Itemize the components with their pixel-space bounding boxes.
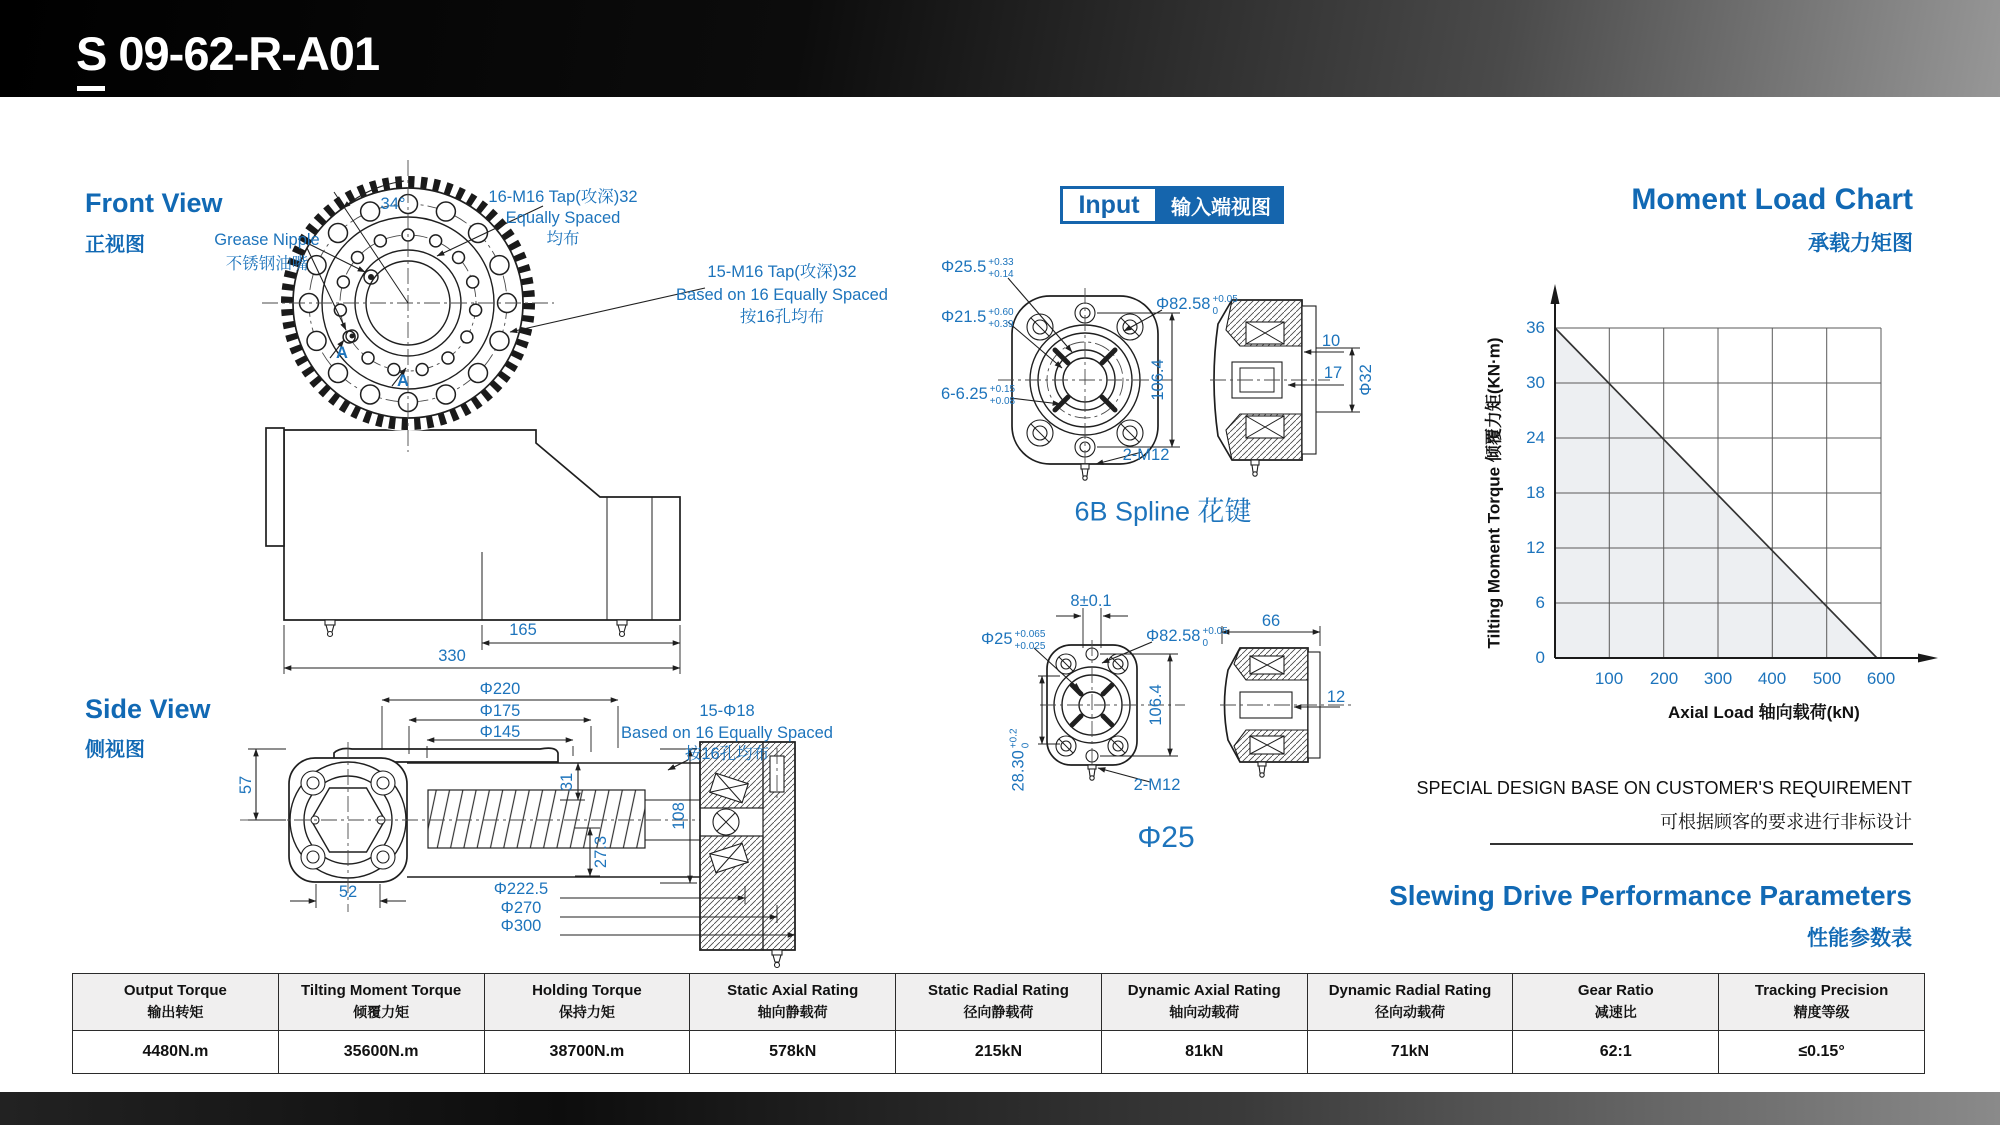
col-dynamic-radial-rating bbox=[1307, 974, 1513, 1031]
dim-8: 8±0.1 bbox=[1070, 591, 1112, 610]
col-label-cn: 轴向动载荷 bbox=[1169, 1004, 1240, 1020]
dim-d145: Φ145 bbox=[479, 722, 521, 741]
x-tick: 500 bbox=[1812, 669, 1842, 688]
dim-108: 108 bbox=[669, 802, 688, 830]
tap16-note-1: 16-M16 Tap(攻深)32 bbox=[488, 187, 638, 206]
value-dynamic-radial-rating: 71kN bbox=[1307, 1031, 1513, 1074]
y-tick: 0 bbox=[1535, 648, 1545, 667]
value-holding-torque: 38700N.m bbox=[484, 1031, 690, 1074]
grease-nipple-label-en: Grease Nipple bbox=[214, 230, 320, 249]
dim-d270: Φ270 bbox=[500, 898, 542, 917]
holes-note-2: Based on 16 Equally Spaced bbox=[621, 723, 833, 742]
col-static-axial-rating bbox=[690, 974, 896, 1031]
dim-d175: Φ175 bbox=[479, 701, 521, 720]
y-tick: 12 bbox=[1526, 538, 1545, 557]
tol-lower: 0 bbox=[1212, 305, 1219, 317]
tol-upper: +0.05 bbox=[1212, 294, 1238, 305]
col-label-en: Tilting Moment Torque bbox=[301, 982, 462, 999]
tap15-note-1: 15-M16 Tap(攻深)32 bbox=[707, 262, 857, 281]
col-label-en: Tracking Precision bbox=[1754, 982, 1889, 999]
section-mark-a2: A bbox=[397, 371, 409, 390]
y-tick: 36 bbox=[1526, 318, 1545, 337]
value-dynamic-axial-rating: 81kN bbox=[1101, 1031, 1307, 1074]
dim-main: Φ82.58 bbox=[1146, 627, 1201, 645]
dim-main: Φ25.5 bbox=[941, 258, 987, 276]
col-gear-ratio bbox=[1513, 974, 1719, 1031]
spline-section-view bbox=[1210, 300, 1330, 476]
dim-main: Φ21.5 bbox=[941, 308, 987, 326]
col-label-en: Holding Torque bbox=[532, 982, 642, 999]
tol-lower: 0 bbox=[1202, 637, 1209, 649]
section-mark-a1: A bbox=[336, 343, 348, 362]
chart-subtitle: 承载力矩图 bbox=[1808, 232, 1913, 255]
dim-2-m12-shaft: 2-M12 bbox=[1133, 775, 1181, 794]
input-badge-cn: 输入端视图 bbox=[1158, 186, 1284, 224]
value-static-radial-rating: 215kN bbox=[896, 1031, 1102, 1074]
y-tick: 6 bbox=[1535, 593, 1545, 612]
tap15-note-3: 按16孔均布 bbox=[739, 307, 825, 326]
chart-title: Moment Load Chart bbox=[1631, 183, 1913, 216]
dim-27-3: 27.3 bbox=[591, 835, 610, 869]
col-label-en: Output Torque bbox=[123, 982, 227, 999]
tol-lower: +0.14 bbox=[988, 268, 1014, 280]
col-label-en: Gear Ratio bbox=[1577, 982, 1654, 999]
col-output-torque bbox=[73, 974, 279, 1031]
dim-d32: Φ32 bbox=[1356, 364, 1375, 396]
spline-flange-view bbox=[998, 288, 1172, 480]
col-label-en: Static Radial Rating bbox=[928, 982, 1069, 999]
tol-lower: 0 bbox=[1020, 742, 1031, 749]
y-tick: 30 bbox=[1526, 373, 1545, 392]
dim-31: 31 bbox=[557, 772, 576, 792]
footer-bar bbox=[0, 1092, 2000, 1125]
table-value-row bbox=[73, 1031, 1925, 1074]
dim-106-4-shaft: 106.4 bbox=[1146, 684, 1165, 726]
col-label-cn: 径向动载荷 bbox=[1374, 1004, 1445, 1020]
slew-ring-section bbox=[700, 742, 795, 968]
y-axis-arrow bbox=[1551, 284, 1560, 304]
col-label-en: Static Axial Rating bbox=[727, 982, 859, 999]
tol-upper: +0.60 bbox=[988, 307, 1014, 318]
shaft-view-title: Φ25 bbox=[1137, 821, 1195, 854]
page-title: S 09-62-R-A01 bbox=[76, 27, 380, 80]
dim-52: 52 bbox=[338, 882, 358, 901]
col-label-cn: 倾覆力矩 bbox=[353, 1004, 410, 1020]
value-gear-ratio: 62:1 bbox=[1513, 1031, 1719, 1074]
col-tracking-precision bbox=[1719, 974, 1925, 1031]
dim-66: 66 bbox=[1261, 611, 1281, 630]
dim-main: 6-6.25 bbox=[941, 385, 988, 403]
tap16-note-2: Equally Spaced bbox=[505, 208, 621, 227]
tap15-note-2: Based on 16 Equally Spaced bbox=[676, 285, 888, 304]
x-tick: 100 bbox=[1594, 669, 1624, 688]
x-tick: 200 bbox=[1649, 669, 1679, 688]
table-header-row bbox=[73, 974, 1925, 1031]
dim-d220: Φ220 bbox=[479, 679, 521, 698]
y-tick: 24 bbox=[1526, 428, 1545, 447]
tol-upper: +0.15 bbox=[989, 384, 1016, 395]
col-static-radial-rating bbox=[896, 974, 1102, 1031]
col-label-cn: 输出转矩 bbox=[147, 1004, 204, 1020]
chart-y-axis-label: Tilting Moment Torque 倾覆力矩(KN·m) bbox=[1484, 337, 1504, 649]
dim-main: 28.30 bbox=[1009, 750, 1028, 792]
col-label-cn: 轴向静载荷 bbox=[757, 1004, 828, 1020]
col-dynamic-axial-rating bbox=[1101, 974, 1307, 1031]
dim-12: 12 bbox=[1326, 687, 1346, 706]
ring-grease-nipple bbox=[772, 950, 782, 968]
col-holding-torque bbox=[484, 974, 690, 1031]
holes-note-1: 15-Φ18 bbox=[699, 701, 755, 720]
dim-165: 165 bbox=[509, 620, 537, 639]
x-tick: 600 bbox=[1866, 669, 1896, 688]
grease-nipple-label-cn: 不锈钢油嘴 bbox=[225, 254, 309, 273]
x-tick: 300 bbox=[1703, 669, 1733, 688]
value-output-torque: 4480N.m bbox=[73, 1031, 279, 1074]
side-view-title: Side View bbox=[85, 694, 211, 724]
value-static-axial-rating: 578kN bbox=[690, 1031, 896, 1074]
value-tracking-precision: ≤0.15° bbox=[1719, 1031, 1925, 1074]
dim-10: 10 bbox=[1321, 331, 1341, 350]
side-view-subtitle: 侧视图 bbox=[85, 739, 145, 761]
chart-x-axis-label: Axial Load 轴向载荷(kN) bbox=[1668, 703, 1860, 722]
dim-57: 57 bbox=[236, 775, 255, 795]
angle-dim: 34° bbox=[380, 194, 406, 213]
input-view-badge bbox=[1060, 186, 1284, 224]
col-label-en: Dynamic Axial Rating bbox=[1127, 982, 1281, 999]
x-tick: 400 bbox=[1757, 669, 1787, 688]
dim-main: Φ82.58 bbox=[1156, 295, 1211, 313]
moment-load-chart bbox=[1450, 270, 1960, 700]
tol-upper: +0.33 bbox=[988, 257, 1014, 268]
front-view-title: Front View bbox=[85, 188, 223, 218]
tol-lower: +0.025 bbox=[1014, 640, 1046, 652]
front-view-subtitle: 正视图 bbox=[85, 234, 145, 256]
shaft-section-view bbox=[1220, 648, 1352, 777]
col-label-cn: 精度等级 bbox=[1793, 1004, 1850, 1020]
tol-lower: +0.39 bbox=[988, 318, 1014, 330]
gear bbox=[262, 160, 554, 452]
holes-note-3: 按16孔均布 bbox=[684, 744, 770, 763]
spline-view-title: 6B Spline 花键 bbox=[1074, 496, 1252, 527]
value-tilting-moment-torque: 35600N.m bbox=[278, 1031, 484, 1074]
performance-title: Slewing Drive Performance Parameters bbox=[1389, 880, 1912, 911]
tol-upper: +0.2 bbox=[1008, 728, 1020, 749]
side-view-drawing bbox=[190, 575, 810, 975]
tap16-note-3: 均布 bbox=[546, 229, 580, 248]
dim-2-m12-spline: 2-M12 bbox=[1122, 445, 1170, 464]
title-underline bbox=[77, 86, 105, 91]
dim-17: 17 bbox=[1323, 363, 1343, 382]
tol-upper: +0.05 bbox=[1202, 626, 1228, 637]
special-design-note-cn: 可根据顾客的要求进行非标设计 bbox=[1660, 812, 1912, 832]
col-label-cn: 径向静载荷 bbox=[963, 1004, 1034, 1020]
performance-table bbox=[72, 973, 1925, 1074]
shaft-flange-view bbox=[1040, 640, 1185, 780]
dim-d222-5: Φ222.5 bbox=[493, 879, 549, 898]
dim-main: Φ25 bbox=[981, 630, 1013, 648]
note-divider bbox=[1490, 843, 1913, 845]
header-bar bbox=[0, 0, 2000, 97]
tol-upper: +0.065 bbox=[1014, 629, 1046, 640]
col-label-cn: 保持力矩 bbox=[558, 1004, 615, 1020]
dim-d300: Φ300 bbox=[500, 916, 542, 935]
shaft-input-drawing bbox=[985, 585, 1405, 855]
x-axis-arrow bbox=[1918, 654, 1938, 663]
col-label-cn: 减速比 bbox=[1594, 1004, 1637, 1020]
performance-subtitle: 性能参数表 bbox=[1807, 927, 1912, 950]
dim-106-4-spline: 106.4 bbox=[1148, 359, 1167, 401]
col-tilting-moment-torque bbox=[278, 974, 484, 1031]
col-label-en: Dynamic Radial Rating bbox=[1328, 982, 1492, 999]
spline-input-drawing bbox=[985, 255, 1385, 565]
y-tick: 18 bbox=[1526, 483, 1545, 502]
tol-lower: +0.08 bbox=[989, 395, 1016, 407]
special-design-note-en: SPECIAL DESIGN BASE ON CUSTOMER'S REQUIREMENT bbox=[1416, 778, 1912, 798]
input-badge-en: Input bbox=[1060, 186, 1158, 224]
dim-330: 330 bbox=[438, 646, 466, 665]
